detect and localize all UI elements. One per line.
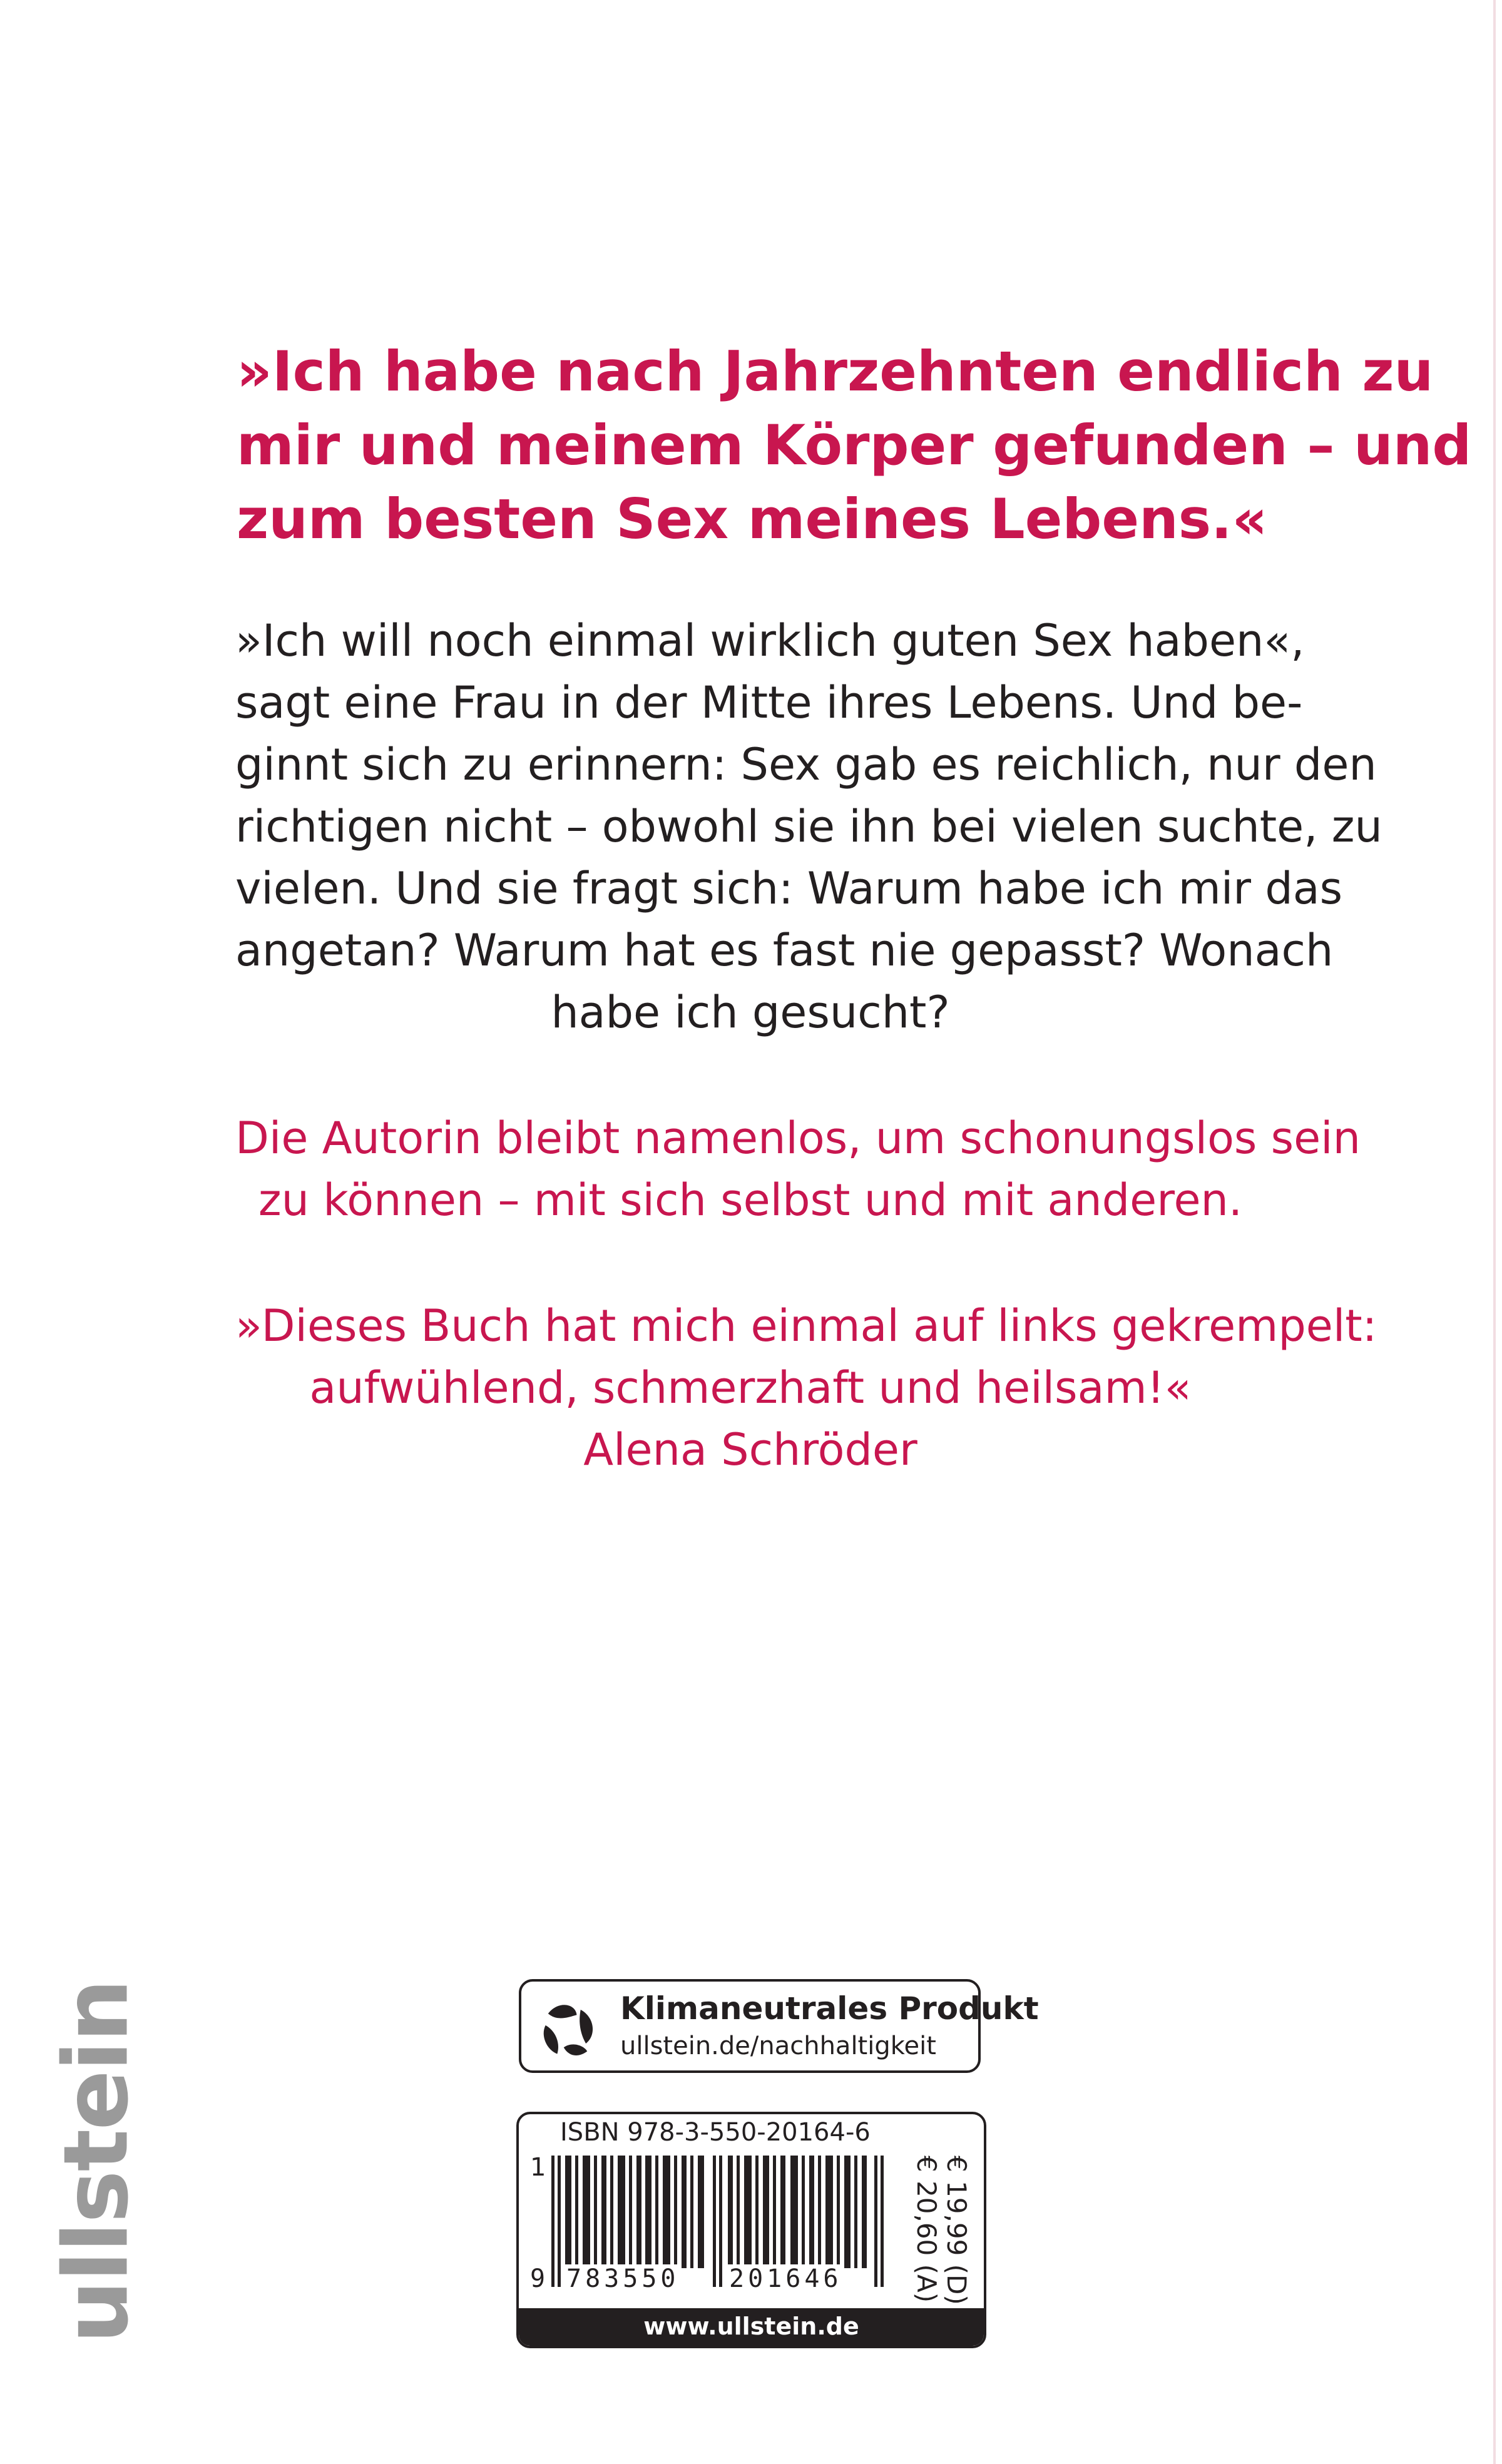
author-note [235, 1107, 1361, 1231]
isbn-number: ISBN 978-3-550-20164-6 [560, 2118, 871, 2147]
description-line-4: richtigen nicht – obwohl sie ihn bei vielen suchte, zu [235, 801, 1382, 852]
eco-label-url: ullstein.de/nachhaltigkeit [620, 2032, 936, 2060]
description-line-2: sagt eine Frau in der Mitte ihres Lebens. Und be- [235, 677, 1303, 728]
blurb [235, 1295, 1377, 1481]
publisher-website: www.ullstein.de [519, 2308, 984, 2346]
blurb-line-2: aufwühlend, schmerzhaft und heilsam!« [309, 1362, 1192, 1413]
description-line-3: ginnt sich zu erinnern: Sex gab es reichlich, nur den [235, 739, 1377, 790]
price-block [906, 2156, 974, 2305]
eco-label-title: Klimaneutrales Produkt [620, 1990, 1039, 2027]
blurb-line-1: »Dieses Buch hat mich einmal auf links gekrempelt: [235, 1300, 1377, 1352]
barcode-box [516, 2112, 986, 2348]
blurb-attribution: Alena Schröder [583, 1424, 917, 1475]
description-line-5: vielen. Und sie fragt sich: Warum habe ich mir das [235, 863, 1343, 914]
publisher-logo-text: ullstein [44, 1980, 148, 2344]
barcode-top-digit: 1 [530, 2153, 546, 2182]
headline-line-3: zum besten Sex meines Lebens.« [237, 487, 1268, 551]
barcode-digits-group-1: 783550 [566, 2264, 680, 2293]
leaf-globe-icon [535, 1995, 600, 2060]
description-line-6: angetan? Warum hat es fast nie gepasst? Wonach [235, 925, 1334, 976]
price-germany: € 19,99 (D) [941, 2156, 972, 2305]
price-austria: € 20,60 (A) [911, 2156, 942, 2303]
description-paragraph [235, 610, 1382, 1044]
cover-edge-line [1493, 0, 1496, 2464]
description-line-7: habe ich gesucht? [551, 987, 950, 1038]
headline-line-1: »Ich habe nach Jahrzehnten endlich zu [237, 339, 1434, 404]
headline-quote [237, 335, 1472, 556]
author-note-line-1: Die Autorin bleibt namenlos, um schonungslos sein [235, 1112, 1361, 1164]
barcode-lead-digit: 9 [530, 2264, 546, 2293]
headline-line-2: mir und meinem Körper gefunden – und [237, 413, 1472, 477]
description-line-1: »Ich will noch einmal wirklich guten Sex haben«, [235, 615, 1305, 666]
eco-label-box [519, 1979, 1039, 2073]
author-note-line-2: zu können – mit sich selbst und mit anderen. [258, 1174, 1243, 1226]
barcode-digits-group-2: 201646 [729, 2264, 842, 2293]
publisher-logo [44, 1912, 148, 2412]
